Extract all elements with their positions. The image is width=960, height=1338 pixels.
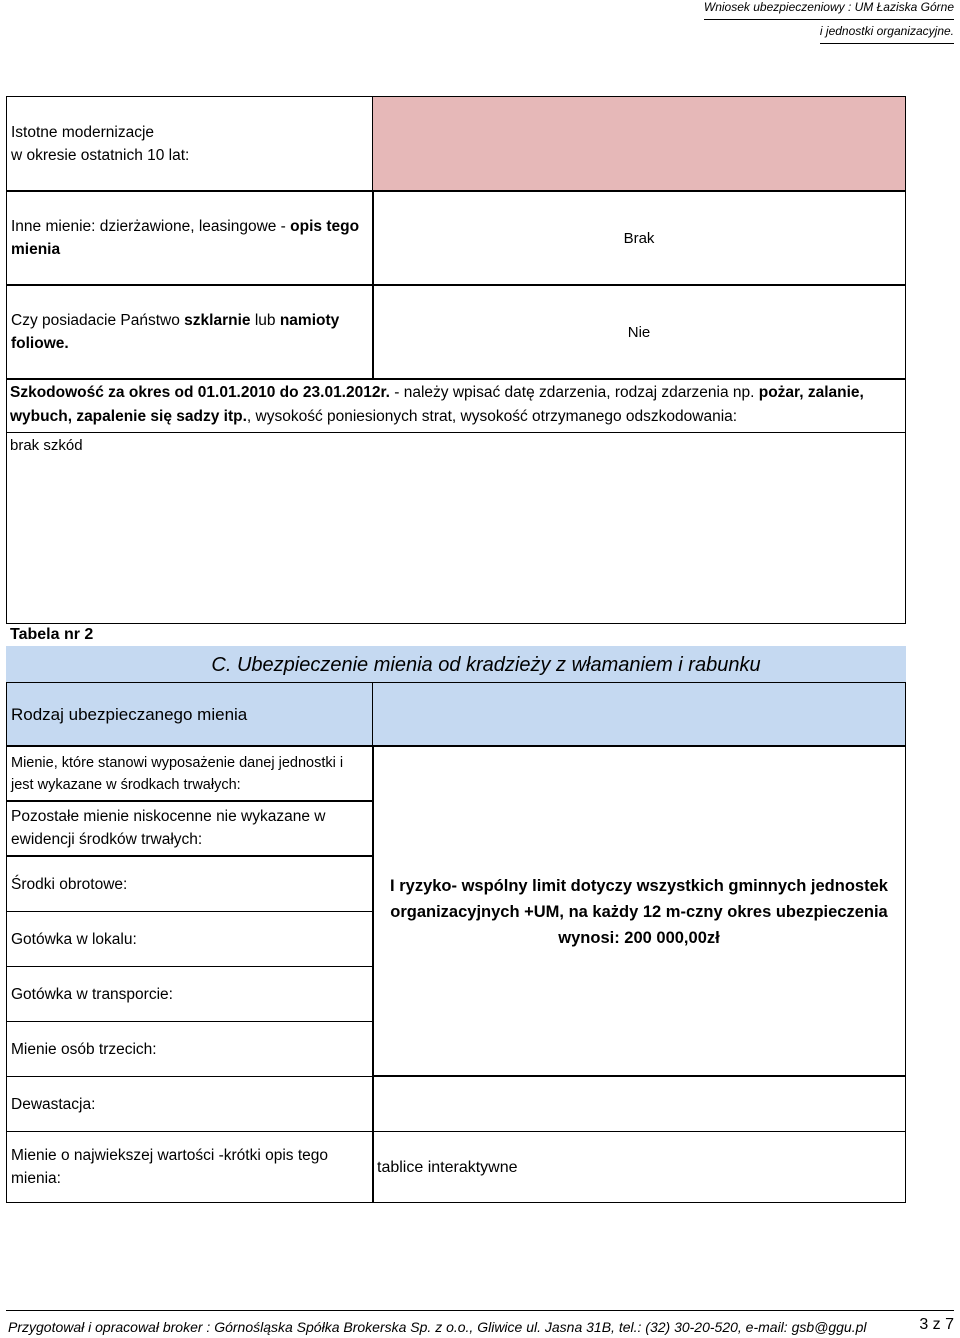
- shared-limit-cell[interactable]: I ryzyko- wspólny limit dotyczy wszystkich gminnych jednostek organizacyjnych +UM, na każdy 12 m-czny okres ubezpieczenia wynosi: 200 000,00zł: [372, 746, 906, 1077]
- greenhouse-value[interactable]: Nie: [372, 284, 906, 380]
- greenhouse-label: Czy posiadacie Państwo szklarnie lub namioty foliowe.: [6, 284, 374, 380]
- other-property-label: [6, 190, 374, 286]
- row-most-valuable-property: Mienie o najwiekszej wartości -krótki opis tego mienia:: [6, 1131, 374, 1203]
- property-type-header-value: [372, 682, 906, 746]
- claims-divider: [6, 432, 906, 433]
- footer-text: Przygotował i opracował broker : Górnośląska Spółka Brokerska Sp. z o.o., Gliwice ul. Jasna 31B, tel.: (32) 30-20-520, e-mail: gsb@ggu.pl: [8, 1319, 867, 1335]
- table2-caption: Tabela nr 2: [10, 626, 94, 643]
- row-vandalism: Dewastacja:: [6, 1076, 374, 1132]
- other-property-value[interactable]: Brak: [372, 190, 906, 286]
- claims-value[interactable]: brak szkód: [10, 437, 83, 454]
- row-current-assets: Środki obrotowe:: [6, 856, 374, 912]
- modernizations-label-line1: Istotne modernizacje: [11, 124, 155, 141]
- row-equipment-fixed-assets: Mienie, które stanowi wyposażenie danej jednostki i jest wykazane w środkach trwałych:: [6, 746, 374, 802]
- row-third-party-property: Mienie osób trzecich:: [6, 1021, 374, 1077]
- modernizations-value[interactable]: [372, 96, 906, 192]
- row-low-value-property: Pozostałe mienie niskocenne nie wykazane w ewidencji środków trwałych:: [6, 800, 374, 856]
- footer-rule: [6, 1310, 954, 1311]
- claims-heading: Szkodowość za okres od 01.01.2010 do 23.01.2012r. - należy wpisać datę zdarzenia, rodzaj zdarzenia np. pożar, zalanie, wybuch, zapalenie się sadzy itp., wysokość poniesionych strat, wysokość otrzymanego odszkodowania:: [10, 384, 864, 425]
- page-number: 3 z 7: [919, 1316, 954, 1333]
- table2-title: C. Ubezpieczenie mienia od kradzieży z włamaniem i rabunku: [6, 646, 906, 684]
- modernizations-label: [6, 96, 374, 192]
- row-cash-in-transit: Gotówka w transporcie:: [6, 966, 374, 1022]
- lower-value-cell[interactable]: [372, 1075, 906, 1132]
- other-property-label-text: Inne mienie: dzierżawione, leasingowe -: [11, 218, 291, 235]
- property-type-header: Rodzaj ubezpieczanego mienia: [6, 682, 374, 746]
- most-valuable-property-value[interactable]: tablice interaktywne: [372, 1131, 906, 1203]
- header-subtitle: i jednostki organizacyjne.: [820, 24, 954, 44]
- row-cash-on-premises: Gotówka w lokalu:: [6, 911, 374, 967]
- modernizations-label-line2: w okresie ostatnich 10 lat:: [11, 147, 190, 164]
- other-property-label-bold: opis tego mienia: [11, 218, 360, 258]
- header-title: Wniosek ubezpieczeniowy : UM Łaziska Górne: [704, 0, 954, 20]
